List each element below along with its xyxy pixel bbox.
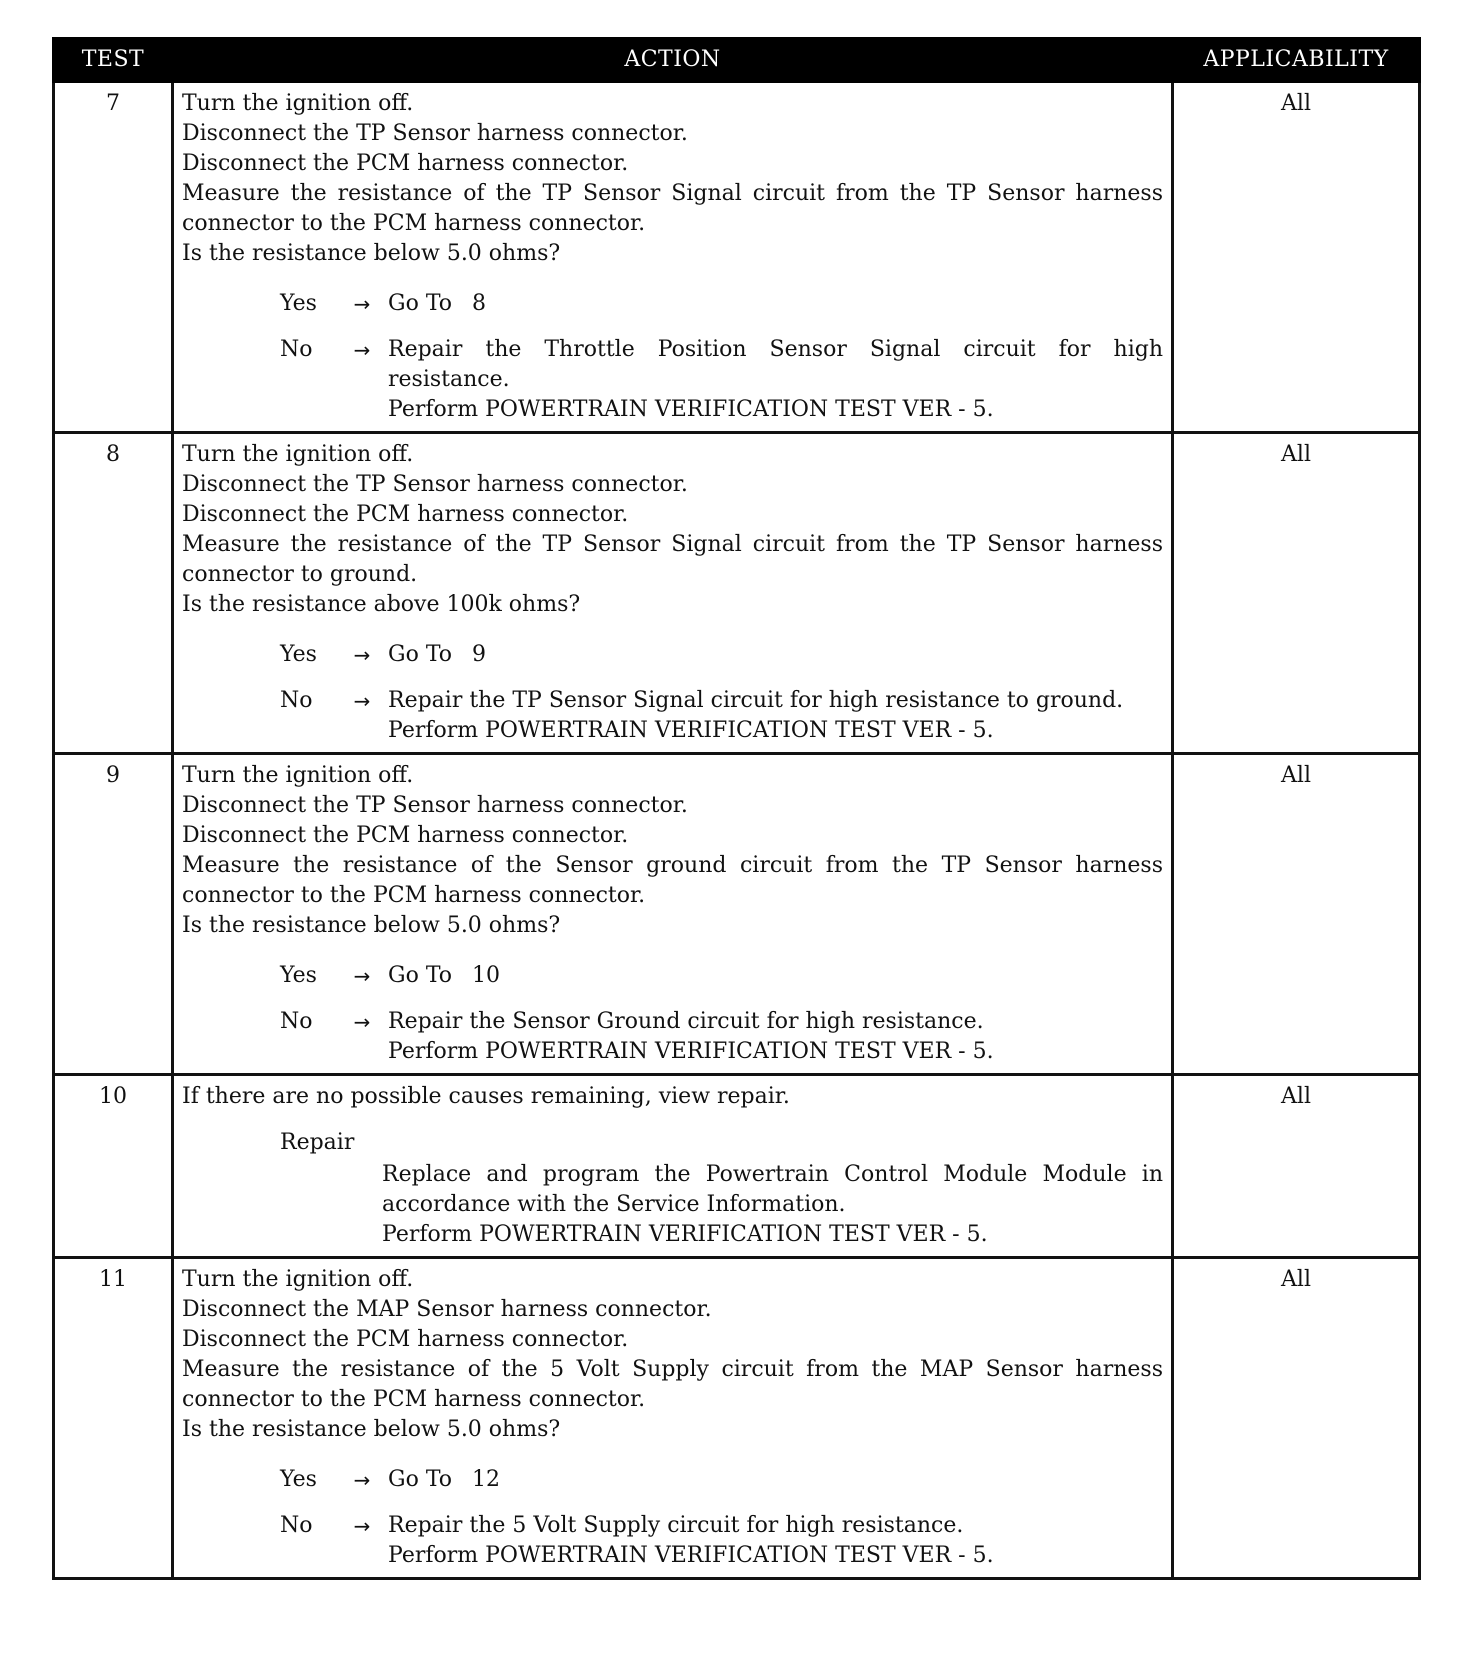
action-step: Disconnect the PCM harness connector. [182, 502, 629, 527]
go-to-label: Go To [388, 1467, 453, 1492]
no-result [388, 335, 1163, 425]
right-arrow-icon: → [353, 689, 371, 713]
test-row-11 [54, 1258, 1420, 1579]
verification-instruction: Perform POWERTRAIN VERIFICATION TEST VER - 5. [382, 1222, 988, 1247]
right-arrow-icon: → [353, 964, 371, 988]
action-step: Turn the ignition off. [182, 763, 414, 788]
table-header-row [54, 39, 1420, 82]
right-arrow-icon: → [353, 1468, 371, 1492]
repair-label: Repair [280, 1130, 355, 1155]
no-branch [280, 1007, 1163, 1067]
go-to-label: Go To [388, 642, 453, 667]
go-to-target: 12 [472, 1467, 501, 1492]
no-result [388, 686, 1163, 746]
action-question: Is the resistance below 5.0 ohms? [182, 241, 561, 266]
action-question: Is the resistance below 5.0 ohms? [182, 913, 561, 938]
test-row-7 [54, 82, 1420, 433]
yes-label: Yes [280, 963, 317, 988]
right-arrow-icon: → [353, 292, 371, 316]
no-label: No [280, 1513, 313, 1538]
header-test: TEST [54, 39, 173, 82]
action-cell [173, 754, 1173, 1075]
header-applicability: APPLICABILITY [1173, 39, 1420, 82]
go-to-label: Go To [388, 291, 453, 316]
yes-result [388, 1465, 1163, 1495]
yes-label: Yes [280, 1467, 317, 1492]
go-to-target: 8 [472, 291, 487, 316]
test-number: 7 [54, 82, 173, 433]
test-number: 8 [54, 433, 173, 754]
right-arrow-icon: → [353, 1010, 371, 1034]
no-branch [280, 1511, 1163, 1571]
yes-result [388, 640, 1163, 670]
yes-result [388, 289, 1163, 319]
applicability-value: All [1173, 433, 1420, 754]
yes-branch [280, 1465, 1163, 1495]
action-step: Measure the resistance of the 5 Volt Supply circuit from the MAP Sensor harness connector to the PCM harness connector. [182, 1357, 1163, 1412]
action-step: Measure the resistance of the TP Sensor Signal circuit from the TP Sensor harness connector to the PCM harness connector. [182, 181, 1163, 236]
applicability-value: All [1173, 754, 1420, 1075]
action-step: Disconnect the TP Sensor harness connector. [182, 121, 688, 146]
yes-branch [280, 961, 1163, 991]
test-number: 9 [54, 754, 173, 1075]
action-step: Disconnect the MAP Sensor harness connector. [182, 1297, 712, 1322]
repair-instruction: Repair the TP Sensor Signal circuit for high resistance to ground. [388, 688, 1124, 713]
verification-instruction: Perform POWERTRAIN VERIFICATION TEST VER - 5. [388, 1039, 994, 1064]
action-step: Measure the resistance of the Sensor ground circuit from the TP Sensor harness connector to the PCM harness connector. [182, 853, 1163, 908]
repair-instruction: Replace and program the Powertrain Control Module Module in accordance with the Service Information. [382, 1162, 1163, 1217]
action-question: Is the resistance above 100k ohms? [182, 592, 581, 617]
test-row-10 [54, 1075, 1420, 1258]
repair-instruction: Repair the 5 Volt Supply circuit for high resistance. [388, 1513, 964, 1538]
no-branch [280, 686, 1163, 746]
diagnostic-test-table [52, 37, 1421, 1580]
no-label: No [280, 337, 313, 362]
repair-instruction: Repair the Throttle Position Sensor Signal circuit for high resistance. [388, 337, 1163, 392]
action-cell [173, 1075, 1173, 1258]
go-to-label: Go To [388, 963, 453, 988]
action-intro: If there are no possible causes remaining, view repair. [182, 1084, 790, 1109]
no-result [388, 1007, 1163, 1067]
action-step: Turn the ignition off. [182, 91, 414, 116]
yes-label: Yes [280, 642, 317, 667]
repair-body [382, 1160, 1163, 1250]
right-arrow-icon: → [353, 643, 371, 667]
right-arrow-icon: → [353, 338, 371, 362]
no-result [388, 1511, 1163, 1571]
action-step: Measure the resistance of the TP Sensor Signal circuit from the TP Sensor harness connector to ground. [182, 532, 1163, 587]
action-cell [173, 1258, 1173, 1579]
action-cell [173, 433, 1173, 754]
applicability-value: All [1173, 1075, 1420, 1258]
no-label: No [280, 1009, 313, 1034]
test-number: 10 [54, 1075, 173, 1258]
action-step: Disconnect the TP Sensor harness connector. [182, 472, 688, 497]
repair-block [280, 1128, 1163, 1250]
yes-branch [280, 289, 1163, 319]
right-arrow-icon: → [353, 1514, 371, 1538]
verification-instruction: Perform POWERTRAIN VERIFICATION TEST VER - 5. [388, 1543, 994, 1568]
verification-instruction: Perform POWERTRAIN VERIFICATION TEST VER - 5. [388, 718, 994, 743]
go-to-target: 10 [472, 963, 501, 988]
action-step: Disconnect the PCM harness connector. [182, 823, 629, 848]
action-cell [173, 82, 1173, 433]
no-label: No [280, 688, 313, 713]
go-to-target: 9 [472, 642, 487, 667]
applicability-value: All [1173, 1258, 1420, 1579]
action-step: Turn the ignition off. [182, 442, 414, 467]
yes-branch [280, 640, 1163, 670]
action-step: Disconnect the TP Sensor harness connector. [182, 793, 688, 818]
test-number: 11 [54, 1258, 173, 1579]
action-question: Is the resistance below 5.0 ohms? [182, 1417, 561, 1442]
applicability-value: All [1173, 82, 1420, 433]
repair-instruction: Repair the Sensor Ground circuit for high resistance. [388, 1009, 984, 1034]
no-branch [280, 335, 1163, 425]
action-step: Disconnect the PCM harness connector. [182, 151, 629, 176]
verification-instruction: Perform POWERTRAIN VERIFICATION TEST VER - 5. [388, 397, 994, 422]
yes-label: Yes [280, 291, 317, 316]
action-step: Turn the ignition off. [182, 1267, 414, 1292]
test-row-8 [54, 433, 1420, 754]
test-row-9 [54, 754, 1420, 1075]
yes-result [388, 961, 1163, 991]
header-action: ACTION [173, 39, 1173, 82]
action-step: Disconnect the PCM harness connector. [182, 1327, 629, 1352]
